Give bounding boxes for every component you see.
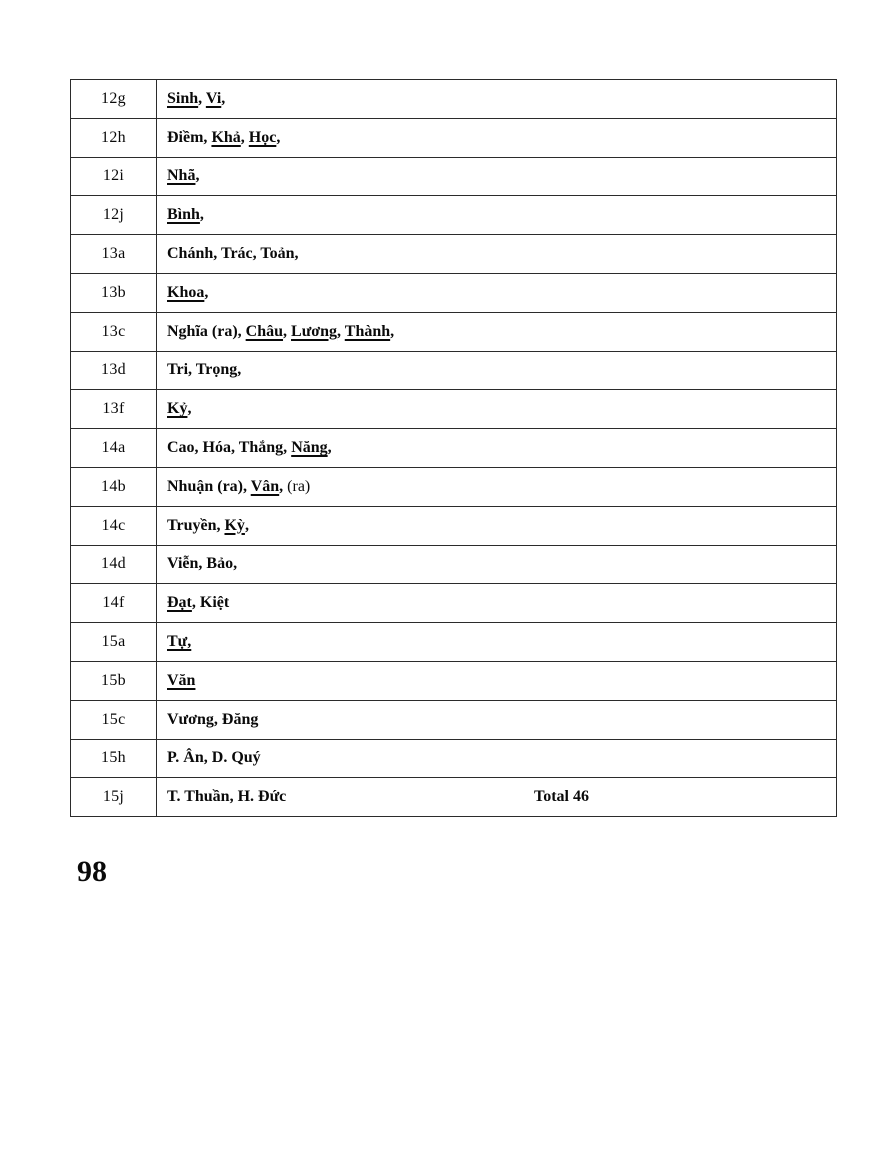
name-text: , — [187, 400, 192, 418]
row-code: 14b — [71, 467, 157, 506]
name-underlined: Kỳ — [224, 516, 245, 534]
name-text: Điềm, — [167, 128, 212, 146]
row-code: 15j — [71, 778, 157, 817]
name-underlined: Châu — [245, 322, 284, 340]
table-row — [71, 351, 837, 390]
name-underlined: Văn — [167, 671, 196, 689]
row-code: 13a — [71, 235, 157, 274]
name-text: , — [195, 167, 200, 185]
name-underlined: Kỷ — [167, 400, 188, 418]
row-code: 15c — [71, 700, 157, 739]
row-names — [157, 584, 837, 623]
name-text: , — [221, 89, 226, 107]
row-names — [157, 700, 837, 739]
name-text: , — [244, 516, 249, 534]
row-names — [157, 157, 837, 196]
roster-table-body — [71, 80, 837, 817]
row-code: 14f — [71, 584, 157, 623]
name-underlined: Vi — [205, 89, 222, 107]
table-row — [71, 739, 837, 778]
table-row — [71, 429, 837, 468]
name-text: Vương, Đăng — [167, 710, 259, 728]
name-text: , — [283, 322, 292, 340]
roster-table — [70, 79, 837, 817]
table-row — [71, 273, 837, 312]
row-names — [157, 623, 837, 662]
name-text: (ra) — [287, 477, 311, 495]
row-names — [157, 351, 837, 390]
row-names — [157, 312, 837, 351]
table-row — [71, 778, 837, 817]
name-text: Tri, Trọng, — [167, 361, 242, 379]
name-text: Cao, Hóa, Thắng, — [167, 439, 292, 457]
name-underlined: Tự, — [167, 633, 192, 651]
row-code: 13f — [71, 390, 157, 429]
name-text: Chánh, Trác, Toản, — [167, 245, 299, 263]
table-row — [71, 157, 837, 196]
table-row — [71, 700, 837, 739]
name-underlined: Lương — [291, 322, 338, 340]
name-underlined: Thành — [344, 322, 391, 340]
page-number: 98 — [77, 855, 107, 888]
row-names — [157, 80, 837, 119]
name-underlined: Nhã — [167, 167, 196, 185]
name-underlined: Đạt — [167, 594, 192, 612]
row-code: 14c — [71, 506, 157, 545]
row-code: 13d — [71, 351, 157, 390]
name-text: , — [327, 439, 332, 457]
row-code: 12h — [71, 118, 157, 157]
row-code: 14d — [71, 545, 157, 584]
table-row — [71, 118, 837, 157]
table-row — [71, 390, 837, 429]
row-code: 12j — [71, 196, 157, 235]
name-text: T. Thuần, H. Đức — [167, 788, 287, 806]
row-code: 12g — [71, 80, 157, 119]
table-row — [71, 545, 837, 584]
table-row — [71, 312, 837, 351]
row-names — [157, 661, 837, 700]
row-code: 13c — [71, 312, 157, 351]
name-underlined: Khả — [211, 128, 241, 146]
row-names — [157, 778, 837, 817]
name-underlined: Vân — [250, 477, 280, 495]
row-names — [157, 506, 837, 545]
name-text: , — [240, 128, 249, 146]
table-row — [71, 235, 837, 274]
table-row — [71, 506, 837, 545]
name-text: , — [204, 283, 209, 301]
row-code: 15a — [71, 623, 157, 662]
table-row — [71, 584, 837, 623]
name-text: , — [390, 322, 395, 340]
row-code: 12i — [71, 157, 157, 196]
name-text: Nghĩa (ra), — [167, 322, 246, 340]
name-text: , — [198, 89, 206, 107]
name-text: P. Ân, D. Quý — [167, 749, 261, 767]
name-underlined: Năng — [291, 439, 328, 457]
row-code: 14a — [71, 429, 157, 468]
name-text: , — [199, 206, 204, 224]
table-row — [71, 196, 837, 235]
name-underlined: Học — [248, 128, 277, 146]
name-underlined: Bình — [167, 206, 200, 224]
row-names — [157, 118, 837, 157]
table-row — [71, 623, 837, 662]
table-row — [71, 661, 837, 700]
row-names — [157, 196, 837, 235]
row-code: 15h — [71, 739, 157, 778]
table-row — [71, 80, 837, 119]
row-names — [157, 235, 837, 274]
row-names — [157, 390, 837, 429]
name-text: Viễn, Bảo, — [167, 555, 238, 573]
name-text: Nhuận (ra), — [167, 477, 251, 495]
row-names — [157, 467, 837, 506]
name-text: , — [279, 477, 288, 495]
name-text: Truyền, — [167, 516, 225, 534]
row-code: 15b — [71, 661, 157, 700]
row-names — [157, 545, 837, 584]
name-underlined: Khoa — [167, 283, 205, 301]
row-code: 13b — [71, 273, 157, 312]
name-text: , — [337, 322, 345, 340]
name-underlined: Sinh — [167, 89, 199, 107]
name-text: , — [276, 128, 281, 146]
total-label: Total 46 — [534, 788, 589, 806]
row-names — [157, 739, 837, 778]
row-names — [157, 273, 837, 312]
name-text: , Kiệt — [191, 594, 230, 612]
row-names — [157, 429, 837, 468]
table-row — [71, 467, 837, 506]
